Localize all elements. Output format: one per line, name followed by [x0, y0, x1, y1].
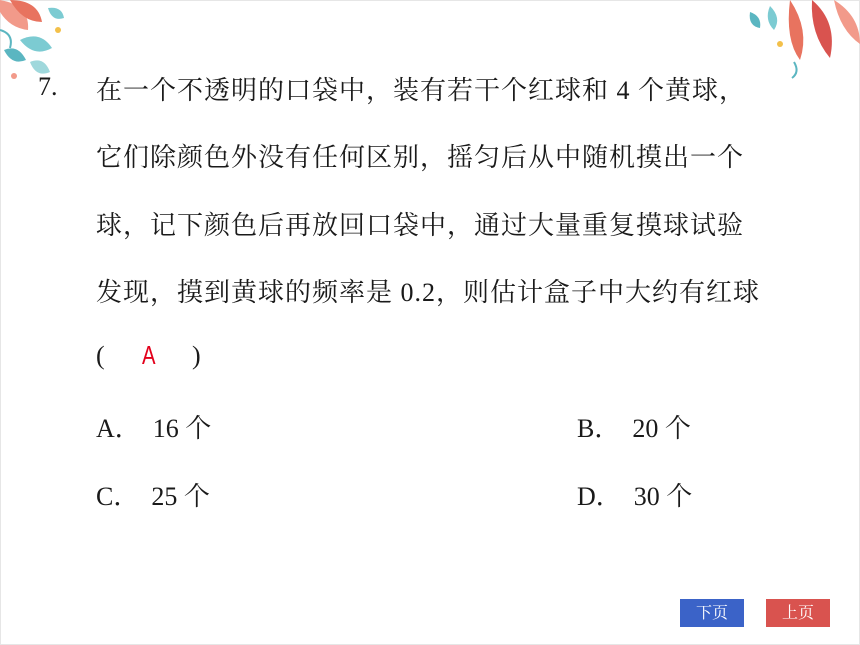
option-d-letter: D． [577, 482, 622, 511]
answer-paren-open: ( [96, 341, 106, 370]
option-b-text: 20 个 [632, 414, 691, 443]
answer-letter: A [141, 340, 156, 370]
option-d [577, 476, 692, 513]
next-page-button[interactable]: 下页 [680, 599, 744, 627]
question-line-4: 发现，摸到黄球的频率是 0.2，则估计盒子中大约有红球 [96, 278, 761, 307]
question-line-3: 球，记下颜色后再放回口袋中，通过大量重复摸球试验 [96, 211, 745, 240]
option-c-letter: C． [96, 482, 140, 511]
option-c [96, 476, 210, 513]
option-b [577, 408, 691, 445]
answer-blank [96, 340, 202, 371]
option-b-letter: B． [577, 414, 621, 443]
option-a [96, 408, 211, 445]
previous-page-button[interactable]: 上页 [766, 599, 830, 627]
question-line-1: 在一个不透明的口袋中，装有若干个红球和 4 个黄球， [96, 76, 747, 105]
option-c-text: 25 个 [151, 482, 210, 511]
option-d-text: 30 个 [633, 482, 693, 511]
question-line-2: 它们除颜色外没有任何区别，摇匀后从中随机摸出一个 [96, 143, 745, 172]
option-a-letter: A． [96, 414, 141, 443]
option-a-text: 16 个 [152, 414, 212, 443]
floral-decoration-top-right [730, 0, 860, 80]
answer-paren-close: ) [192, 341, 202, 370]
question-number: 7. [38, 72, 58, 101]
